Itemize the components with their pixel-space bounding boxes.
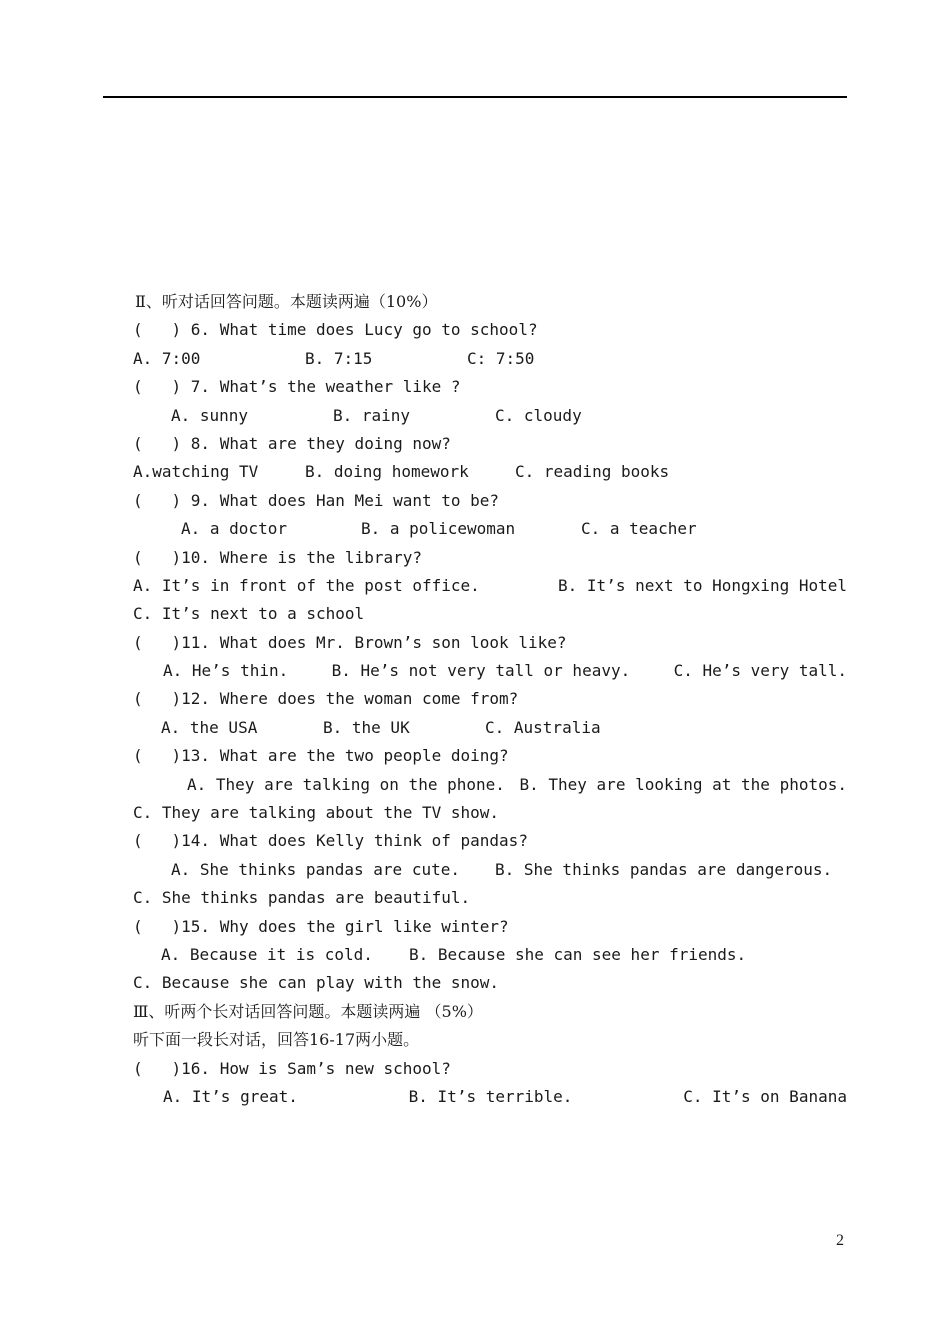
question-16-options [103,1083,847,1111]
option-a: A.watching TV [133,462,259,482]
option-a: A. He’s thin. [163,661,289,681]
page-content [103,288,847,1111]
option-a: A. It’s great. [163,1086,298,1106]
option-a: A. Because it is cold. [161,944,373,964]
option-b: B. Because she can see her friends. [409,944,747,964]
question-10-option-c: C. It’s next to a school [133,604,365,624]
question-10: ( )10. Where is the library? [133,547,422,567]
question-8: ( ) 8. What are they doing now? [133,433,451,453]
option-b: B. a policewoman [361,519,516,539]
option-a: A. She thinks pandas are cute. [171,859,460,879]
option-b: B. He’s not very tall or heavy. [331,661,631,681]
option-c: C. It’s on Banana [683,1086,847,1106]
section-3-instruction: 听下面一段长对话，回答16-17两小题。 [133,1030,420,1050]
question-14: ( )14. What does Kelly think of pandas? [133,831,528,851]
option-b: B. rainy [333,405,411,425]
option-b: B. 7:15 [305,348,373,368]
option-c: C: 7:50 [467,348,535,368]
question-12-options [103,714,847,742]
question-13-options-row1 [103,771,847,799]
section-2-header: Ⅱ、听对话回答问题。本题读两遍（10%） [135,292,438,311]
option-c: C. cloudy [495,405,582,425]
option-a: A. the USA [161,717,258,737]
option-a: A. sunny [171,405,249,425]
question-6-options [103,345,847,373]
option-c: C. reading books [515,462,670,482]
header-rule [103,96,847,98]
question-13-option-c: C. They are talking about the TV show. [133,803,500,823]
option-b: B. doing homework [305,462,469,482]
option-a: A. a doctor [181,519,287,539]
question-14-options [103,856,847,884]
question-15-options [103,941,847,969]
option-b: B. She thinks pandas are dangerous. [495,859,833,879]
question-9-options [103,515,847,543]
question-12: ( )12. Where does the woman come from? [133,689,519,709]
option-a: A. 7:00 [133,348,201,368]
question-15-option-c: C. Because she can play with the snow. [133,973,500,993]
page-number: 2 [836,1232,844,1249]
question-8-options [103,458,847,486]
section-3-header: Ⅲ、听两个长对话回答问题。本题读两遍 （5%） [133,1001,483,1021]
question-11-options [103,657,847,685]
question-7: ( ) 7. What’s the weather like ? [133,377,461,397]
option-a: A. It’s in front of the post office. [133,575,480,595]
option-a: A. They are talking on the phone. [187,774,505,794]
option-b: B. It’s terrible. [408,1086,573,1106]
option-c: C. Australia [485,717,601,737]
question-11: ( )11. What does Mr. Brown’s son look like? [133,632,567,652]
question-9: ( ) 9. What does Han Mei want to be? [133,490,500,510]
option-c: C. a teacher [581,519,697,539]
question-7-options [103,402,847,430]
option-b: B. the UK [323,717,410,737]
question-14-option-c: C. She thinks pandas are beautiful. [133,888,471,908]
question-6: ( ) 6. What time does Lucy go to school? [133,320,538,340]
option-b: B. It’s next to Hongxing Hotel [558,575,847,595]
question-10-options-row1 [103,572,847,600]
option-c: C. He’s very tall. [673,661,847,681]
question-13: ( )13. What are the two people doing? [133,746,509,766]
question-15: ( )15. Why does the girl like winter? [133,916,509,936]
question-16: ( )16. How is Sam’s new school? [133,1058,451,1078]
option-b: B. They are looking at the photos. [519,774,847,794]
